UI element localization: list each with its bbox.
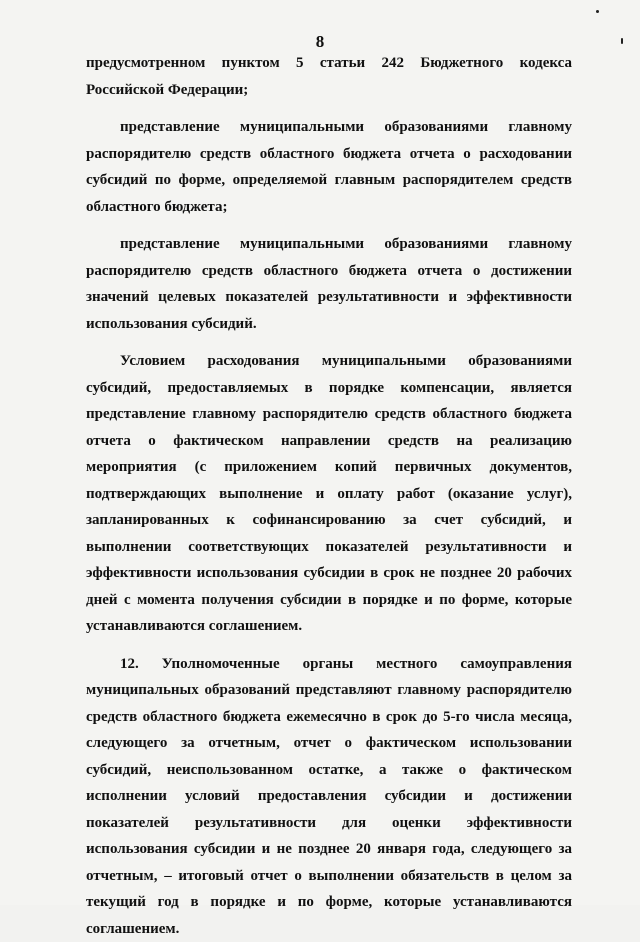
paragraph-item-12: 12. Уполномоченные органы местного самоуправления муниципальных образований представляют главному распорядителю средств областного бюджета ежемесячно в срок до 5-го числа месяца, следующего за отчетным, отчет о фактическом использовании субсидий, неиспользованном остатке, а также о фактическом исполнении условий предоставления субсидии и достижении показателей результативности для оценки эффективности использования субсидии и не позднее 20 января года, следующего за отчетным, – итоговый отчет о выполнении обязательств в целом за текущий год в порядке и по форме, которые устанавливаются соглашением.: [86, 651, 572, 942]
page-number: 8: [0, 32, 640, 52]
document-body: [86, 50, 572, 942]
scan-speck: [596, 10, 599, 13]
paragraph-continuation: предусмотренном пунктом 5 статьи 242 Бюджетного кодекса Российской Федерации;: [86, 50, 572, 103]
paragraph-report-expenditure: представление муниципальными образованиями главному распорядителю средств областного бюджета отчета о расходовании субсидий по форме, определяемой главным распорядителем средств областного бюджета;: [86, 114, 572, 220]
paragraph-report-indicators: представление муниципальными образованиями главному распорядителю средств областного бюджета отчета о достижении значений целевых показателей результативности и эффективности использования субсидий.: [86, 231, 572, 337]
paragraph-compensation-condition: Условием расходования муниципальными образованиями субсидий, предоставляемых в порядке компенсации, является представление главному распорядителю средств областного бюджета отчета о фактическом направлении средств на реализацию мероприятия (с приложением копий первичных документов, подтверждающих выполнение и оплату работ (оказание услуг), запланированных к софинансированию за счет субсидий, и выполнении соответствующих показателей результативности и эффективности использования субсидии в срок не позднее 20 рабочих дней с момента получения субсидии в порядке и по форме, которые устанавливаются соглашением.: [86, 348, 572, 640]
